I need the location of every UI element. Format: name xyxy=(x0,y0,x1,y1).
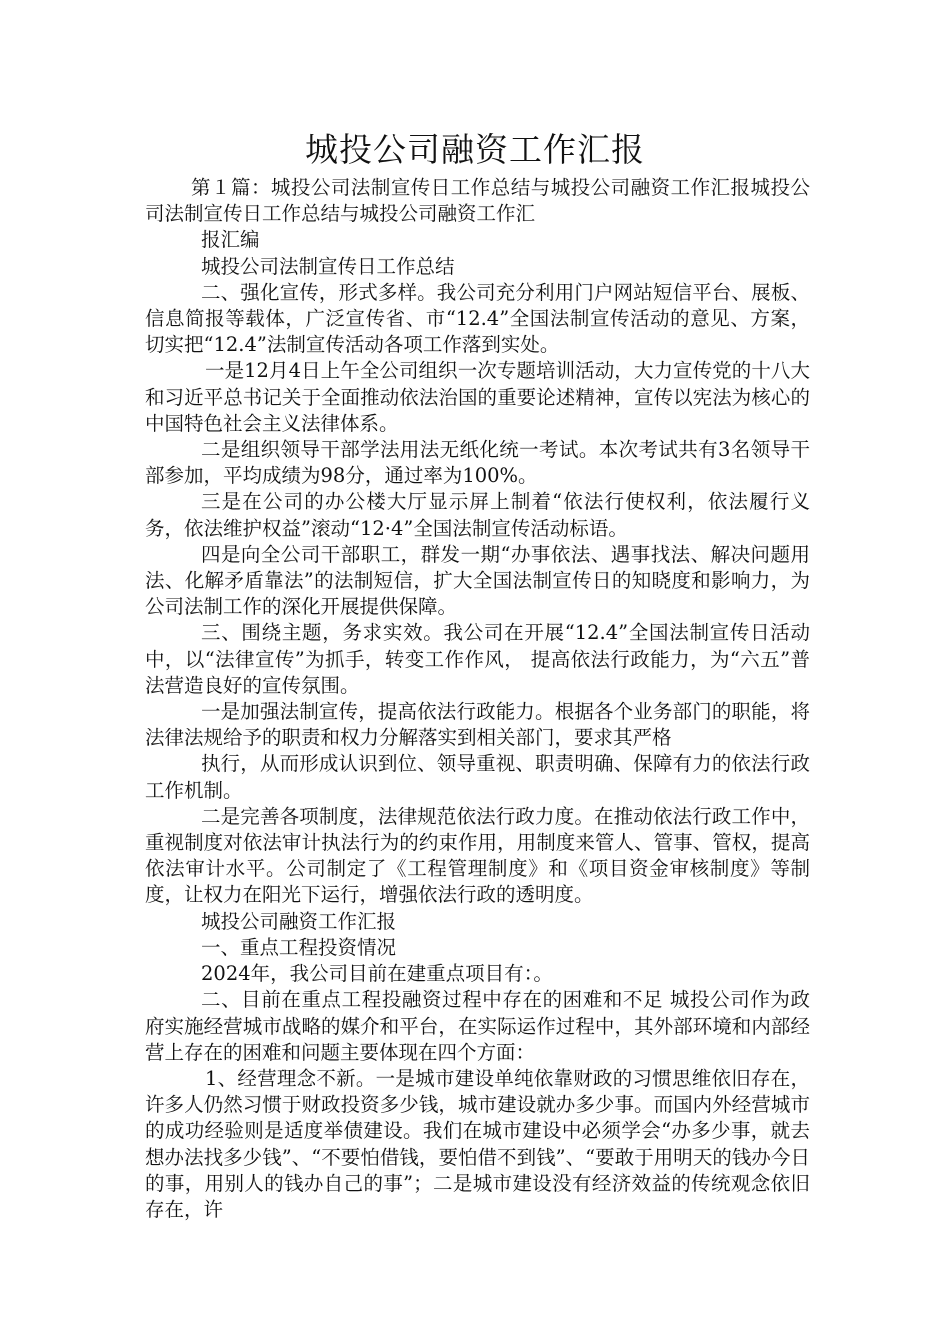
document-body xyxy=(145,175,810,1223)
paragraph-9: 三、围绕主题，务求实效。我公司在开展“12.4”全国法制宣传日活动中，以“法律宣传”为抓手，转变工作作风， 提高依法行政能力，为“六五”普法营造良好的宣传氛围。 xyxy=(145,621,810,697)
paragraph-2: 报汇编 xyxy=(201,228,260,252)
paragraph-13: 城投公司融资工作汇报 xyxy=(201,909,397,933)
paragraph-17: 1、经营理念不新。一是城市建设单纯依靠财政的习惯思维依旧存在，许多人仍然习惯于财政投资多少钱，城市建设就办多少事。而国内外经营城市的成功经验则是适度举债建设。我们在城市建设中必须学会“办多少事，就去想办法找多少钱”、“不要怕借钱，要怕借不到钱”、“要敢于用明天的钱办今日的事，用别人的钱办自己的事”；二是城市建设没有经济效益的传统观念依旧存在，许 xyxy=(145,1066,810,1221)
paragraph-7: 三是在公司的办公楼大厅显示屏上制着“依法行使权利，依法履行义务，依法维护权益”滚动“12·4”全国法制宣传活动标语。 xyxy=(145,490,810,540)
paragraph-10: 一是加强法制宣传，提高依法行政能力。根据各个业务部门的职能，将法律法规给予的职责和权力分解落实到相关部门，要求其严格 xyxy=(145,700,810,750)
paragraph-15: 2024年，我公司目前在建重点项目有：。 xyxy=(201,962,553,986)
paragraph-4: 二、强化宣传，形式多样。我公司充分利用门户网站短信平台、展板、信息简报等载体，广泛宣传省、市“12.4”全国法制宣传活动的意见、方案，切实把“12.4”法制宣传活动各项工作落到实处。 xyxy=(145,280,810,357)
paragraph-16: 二、目前在重点工程投融资过程中存在的困难和不足 城投公司作为政府实施经营城市战略的媒介和平台，在实际运作过程中，其外部环境和内部经营上存在的困难和问题主要体现在四个方面： xyxy=(145,988,810,1064)
paragraph-5: 一是12月4日上午全公司组织一次专题培训活动，大力宣传党的十八大和习近平总书记关于全面推动依法治国的重要论述精神，宣传以宪法为核心的中国特色社会主义法律体系。 xyxy=(145,359,810,435)
paragraph-12: 二是完善各项制度，法律规范依法行政力度。在推动依法行政工作中，重视制度对依法审计执法行为的约束作用，用制度来管人、管事、管权，提高依法审计水平。公司制定了《工程管理制度》和《项目资金审核制度》等制度，让权力在阳光下运行，增强依法行政的透明度。 xyxy=(145,804,810,907)
paragraph-8: 四是向全公司干部职工，群发一期“办事依法、遇事找法、解决问题用法、化解矛盾靠法”的法制短信，扩大全国法制宣传日的知晓度和影响力，为公司法制工作的深化开展提供保障。 xyxy=(145,542,810,619)
paragraph-6: 二是组织领导干部学法用法无纸化统一考试。本次考试共有3名领导干部参加，平均成绩为98分，通过率为100%。 xyxy=(145,438,810,488)
paragraph-14: 一、重点工程投资情况 xyxy=(201,935,397,959)
paragraph-11: 执行，从而形成认识到位、领导重视、职责明确、保障有力的依法行政工作机制。 xyxy=(145,752,810,802)
document-title: 城投公司融资工作汇报 xyxy=(305,130,645,169)
paragraph-1: 第１篇：城投公司法制宣传日工作总结与城投公司融资工作汇报城投公司法制宣传日工作总结与城投公司融资工作汇 xyxy=(145,176,810,226)
paragraph-3: 城投公司法制宣传日工作总结 xyxy=(201,254,455,278)
